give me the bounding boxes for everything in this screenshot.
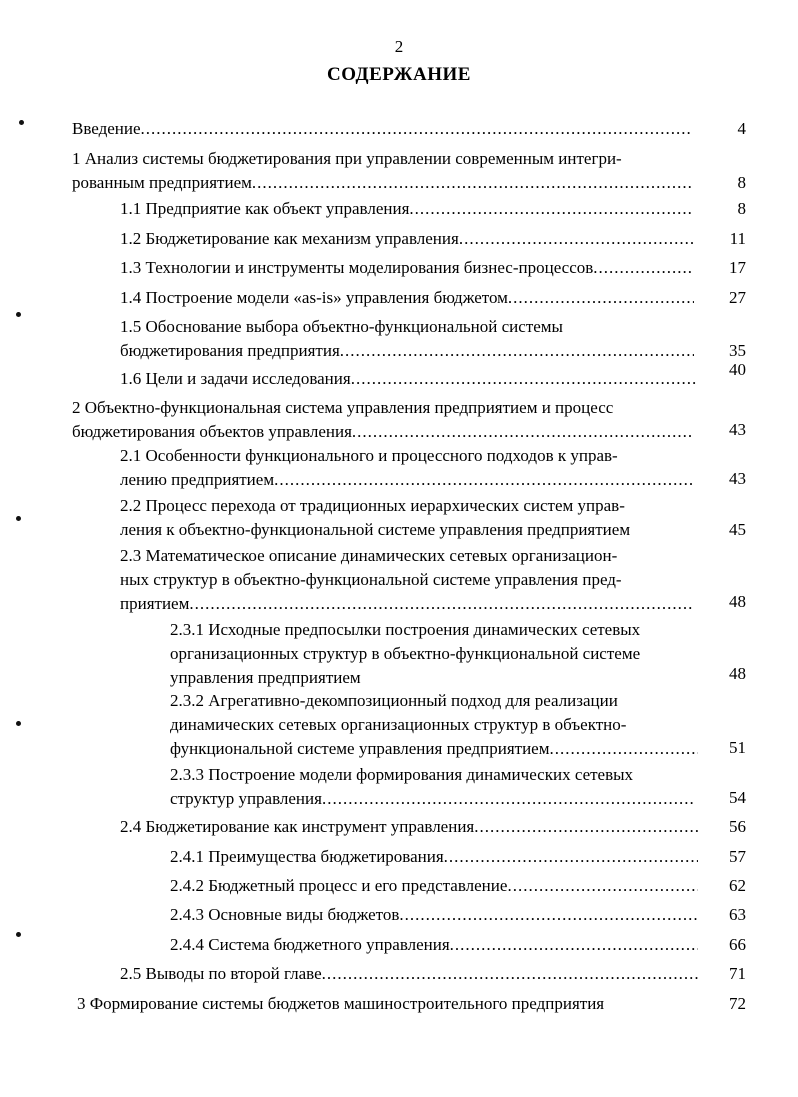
toc-page-number: 72 xyxy=(729,994,746,1013)
toc-entry-2-4-4 xyxy=(170,933,698,957)
toc-entry-text: 2.3.2 Агрегативно-декомпозиционный подход для реализации xyxy=(170,691,618,710)
toc-page-number: 51 xyxy=(729,738,746,757)
toc-entry-1-4 xyxy=(120,286,694,310)
toc-entry-1-2 xyxy=(120,227,694,251)
toc-entry-text: 2.4.4 Система бюджетного управления xyxy=(170,935,450,954)
toc-entry-text: приятием xyxy=(120,594,190,613)
toc-entry-text: 2.4.1 Преимущества бюджетирования xyxy=(170,847,444,866)
toc-entry-text: функциональной системе управления предприятием xyxy=(170,739,550,758)
toc-page-number: 71 xyxy=(729,964,746,983)
toc-entry-text: ления к объектно-функциональной системе управления предприятием xyxy=(120,520,631,539)
toc-entry-text: структур управления xyxy=(170,789,322,808)
toc-entry-text: 2 Объектно-функциональная система управления предприятием и процесс xyxy=(72,398,614,417)
toc-page-number: 17 xyxy=(729,258,746,277)
toc-entry-text: 1.6 Цели и задачи исследования xyxy=(120,369,351,388)
toc-entry-2-3 xyxy=(120,544,694,616)
toc-entry-text: организационных структур в объектно-функциональной системе xyxy=(170,644,641,663)
toc-page-number: 56 xyxy=(729,817,746,836)
toc-entry-text: бюджетирования предприятия xyxy=(120,341,340,360)
toc-entry-text: 2.3 Математическое описание динамических сетевых организацион- xyxy=(120,546,618,565)
toc-entry-text: ных структур в объектно-функциональной системе управления пред- xyxy=(120,570,622,589)
toc-entry-chapter-3 xyxy=(77,992,677,1016)
toc-page-number: 11 xyxy=(729,229,746,248)
toc-entry-chapter-1 xyxy=(72,147,694,195)
scan-speck xyxy=(16,516,21,521)
toc-entry-text: 1.1 Предприятие как объект управления xyxy=(120,199,410,218)
toc-entry-text: 1 Анализ системы бюджетирования при управлении современным интегри- xyxy=(72,149,622,168)
scan-speck xyxy=(16,932,21,937)
toc-entry-text: 2.5 Выводы по второй главе xyxy=(120,964,322,983)
toc-page-number: 40 xyxy=(729,360,746,379)
toc-page-number: 27 xyxy=(729,288,746,307)
toc-page-number: 48 xyxy=(729,592,746,611)
toc-page-number: 8 xyxy=(737,199,746,218)
toc-page-number: 45 xyxy=(729,520,746,539)
toc-entry-text: Введение xyxy=(72,119,141,138)
toc-entry-text: динамических сетевых организационных структур в объектно- xyxy=(170,715,627,734)
toc-page-number: 48 xyxy=(729,664,746,683)
toc-page-number: 8 xyxy=(737,173,746,192)
scan-speck xyxy=(19,120,24,125)
toc-entry-introduction xyxy=(72,117,692,141)
scan-speck xyxy=(16,312,21,317)
toc-entry-text: бюджетирования объектов управления xyxy=(72,422,352,441)
toc-entry-text: 2.4.3 Основные виды бюджетов xyxy=(170,905,400,924)
toc-page-number: 54 xyxy=(729,788,746,807)
toc-entry-text: рованным предприятием xyxy=(72,173,252,192)
toc-page-number: 43 xyxy=(729,469,746,488)
toc-entry-text: 2.4 Бюджетирование как инструмент управления xyxy=(120,817,475,836)
toc-page-number: 66 xyxy=(729,935,746,954)
toc-entry-text: 2.3.3 Построение модели формирования динамических сетевых xyxy=(170,765,634,784)
toc-page-number: 63 xyxy=(729,905,746,924)
page-title: СОДЕРЖАНИЕ xyxy=(327,64,471,85)
toc-page-number: 35 xyxy=(729,341,746,360)
toc-entry-2-2 xyxy=(120,494,694,542)
toc-page-number: 4 xyxy=(737,119,746,138)
toc-entry-2-4-1 xyxy=(170,845,698,869)
toc-entry-text: 1.3 Технологии и инструменты моделирования бизнес-процессов xyxy=(120,258,594,277)
toc-entry-text: 2.1 Особенности функционального и процессного подходов к управ- xyxy=(120,446,618,465)
toc-entry-2-4-3 xyxy=(170,903,698,927)
toc-entry-2-5 xyxy=(120,962,698,986)
toc-entry-text: 1.5 Обоснование выбора объектно-функциональной системы xyxy=(120,317,563,336)
toc-entry-2-4 xyxy=(120,815,698,839)
toc-entry-text: 2.2 Процесс перехода от традиционных иерархических систем управ- xyxy=(120,496,625,515)
toc-page-number: 43 xyxy=(729,420,746,439)
toc-entry-1-6 xyxy=(120,367,696,391)
toc-entry-2-4-2 xyxy=(170,874,698,898)
toc-entry-2-1 xyxy=(120,444,694,492)
page-number: 2 xyxy=(394,37,404,56)
toc-entry-2-3-3 xyxy=(170,763,694,811)
toc-entry-1-3 xyxy=(120,256,694,280)
toc-entry-2-3-2 xyxy=(170,689,698,761)
toc-entry-2-3-1 xyxy=(170,618,700,690)
toc-entry-text: 3 Формирование системы бюджетов машиностроительного предприятия xyxy=(77,994,605,1013)
toc-entry-chapter-2 xyxy=(72,396,694,444)
toc-page-number: 62 xyxy=(729,876,746,895)
scan-speck xyxy=(16,721,21,726)
toc-entry-1-1 xyxy=(120,197,694,221)
toc-entry-text: 2.4.2 Бюджетный процесс и его представление xyxy=(170,876,508,895)
toc-entry-text: 2.3.1 Исходные предпосылки построения динамических сетевых xyxy=(170,620,641,639)
toc-entry-text: управления предприятием xyxy=(170,668,361,687)
toc-entry-1-5 xyxy=(120,315,694,363)
toc-entry-text: лению предприятием xyxy=(120,470,275,489)
toc-page-number: 57 xyxy=(729,847,746,866)
toc-entry-text: 1.2 Бюджетирование как механизм управления xyxy=(120,229,459,248)
toc-entry-text: 1.4 Построение модели «as-is» управления бюджетом xyxy=(120,288,508,307)
